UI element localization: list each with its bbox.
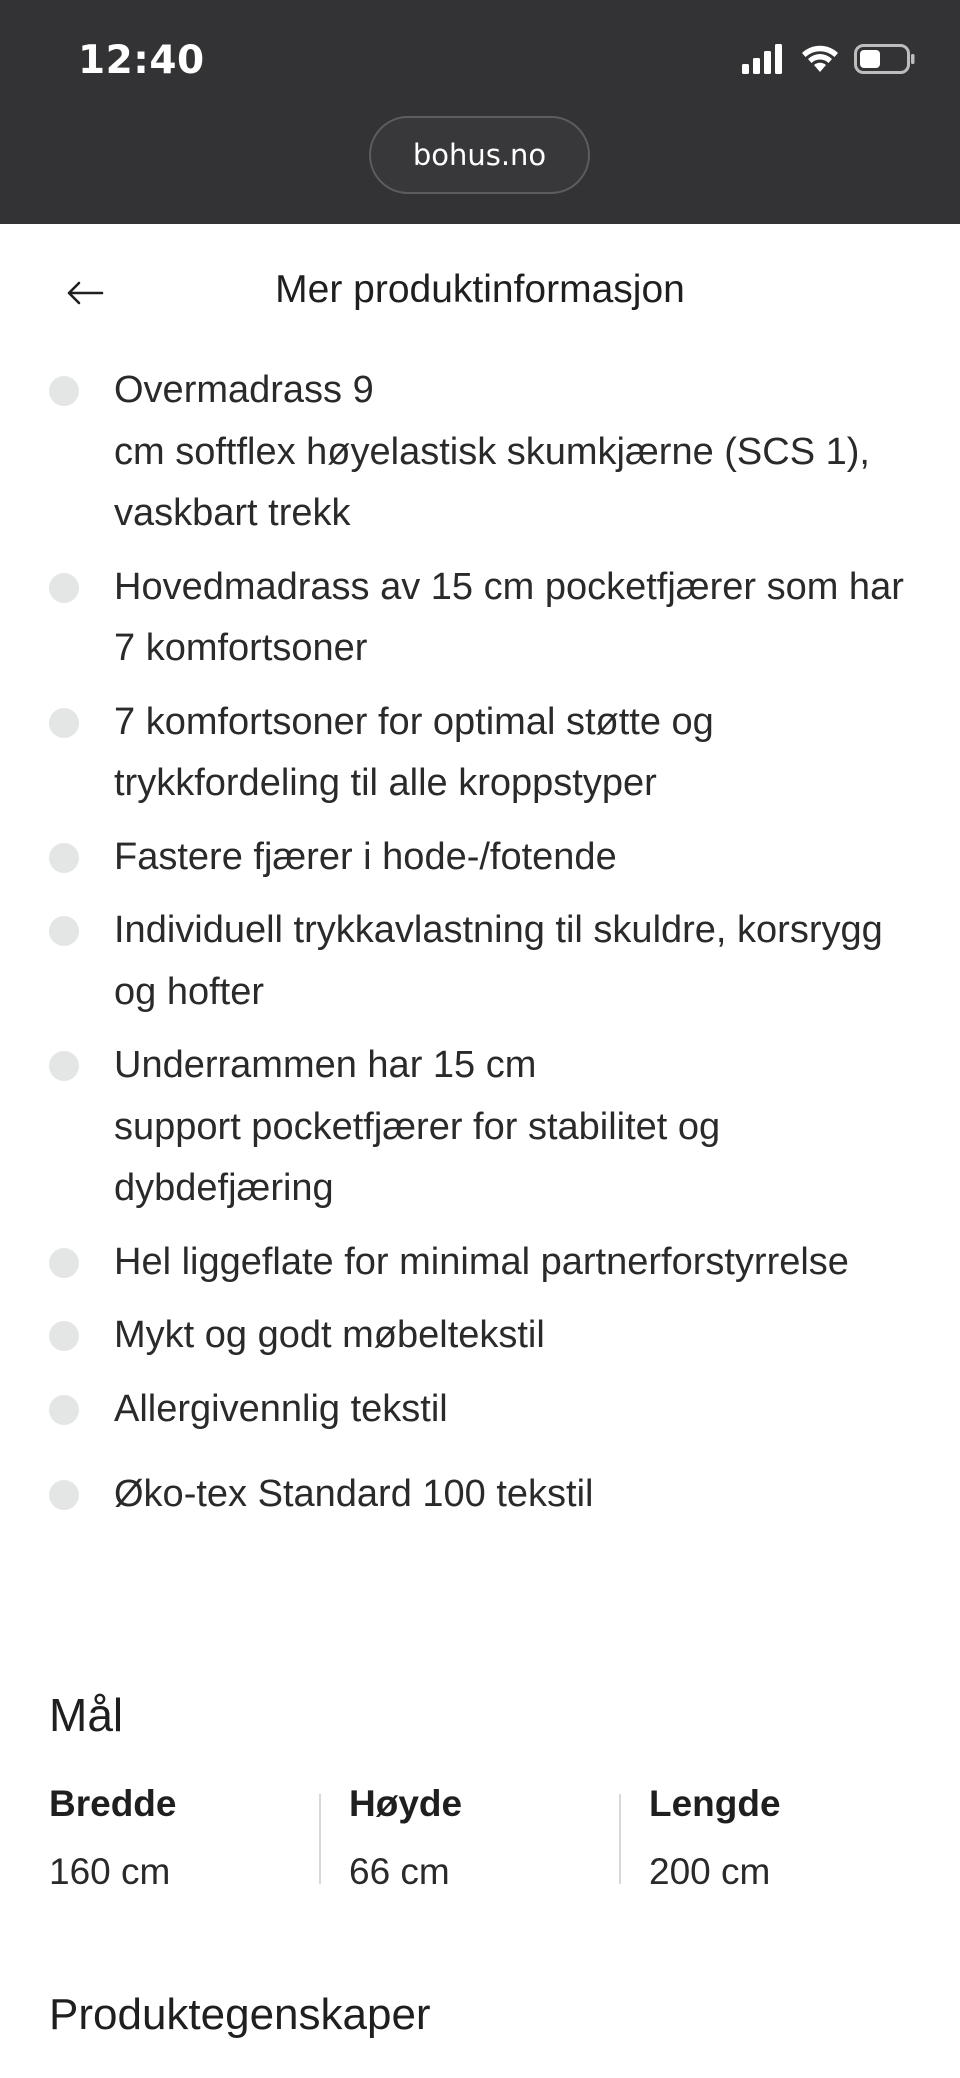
dimension-value: 160 cm: [49, 1851, 171, 1892]
feature-item: [0, 1379, 960, 1441]
dimension-label: Lengde: [649, 1783, 781, 1824]
feature-text: Fastere fjærer i hode-/fotende: [114, 835, 617, 878]
status-bar: [0, 0, 960, 224]
bullet-icon: [49, 573, 79, 603]
page-header: [0, 224, 960, 364]
feature-item: [0, 827, 960, 889]
feature-item: [0, 692, 960, 815]
bullet-icon: [49, 1480, 79, 1510]
feature-item: [0, 1464, 960, 1526]
feature-text: Hovedmadrass av 15 cm pocketfjærer som har 7 komfortsoner: [114, 565, 904, 669]
bullet-icon: [49, 708, 79, 738]
feature-item: [0, 360, 960, 545]
dimension-value: 200 cm: [649, 1851, 771, 1892]
feature-text: Hel liggeflate for minimal partnerforstyrrelse: [114, 1240, 849, 1283]
feature-item: [0, 1232, 960, 1294]
battery-icon: [854, 44, 916, 74]
dimension-label: Høyde: [349, 1783, 463, 1824]
url-bar[interactable]: bohus.no: [369, 116, 590, 194]
bullet-icon: [49, 916, 79, 946]
feature-text: Mykt og godt møbeltekstil: [114, 1314, 545, 1356]
feature-list: [0, 360, 960, 1538]
bullet-icon: [49, 1395, 79, 1425]
bullet-icon: [49, 1321, 79, 1351]
page-title: Mer produktinformasjon: [275, 268, 685, 311]
feature-item: [0, 557, 960, 680]
bullet-icon: [49, 1051, 79, 1081]
feature-text: Allergivennlig tekstil: [114, 1387, 448, 1430]
dimension-width: [49, 1780, 319, 1896]
feature-text: 7 komfortsoner for optimal støtte og trykkfordeling til alle kroppstyper: [114, 700, 714, 804]
dimensions-heading: Mål: [49, 1689, 124, 1741]
dimension-height: [319, 1780, 619, 1896]
feature-text: Øko-tex Standard 100 tekstil: [114, 1473, 594, 1515]
feature-text: Underrammen har 15 cm support pocketfjærer for stabilitet og dybdefjæring: [114, 1044, 721, 1209]
feature-item: [0, 900, 960, 1023]
status-icons: [742, 44, 916, 74]
properties-heading: Produktegenskaper: [49, 1990, 431, 2039]
status-time: 12:40: [78, 38, 205, 83]
dimension-length: [619, 1780, 919, 1896]
cellular-signal-icon: [742, 44, 786, 74]
feature-item: [0, 1035, 960, 1220]
bullet-icon: [49, 1248, 79, 1278]
feature-text: Individuell trykkavlastning til skuldre, korsrygg og hofter: [114, 909, 883, 1013]
dimensions-grid: [49, 1780, 919, 1896]
feature-item: [0, 1305, 960, 1367]
bullet-icon: [49, 843, 79, 873]
bullet-icon: [49, 376, 79, 406]
wifi-icon: [800, 44, 840, 74]
feature-text: Overmadrass 9 cm softflex høyelastisk skumkjærne (SCS 1), vaskbart trekk: [114, 369, 870, 534]
dimension-value: 66 cm: [349, 1851, 450, 1892]
dimension-label: Bredde: [49, 1783, 177, 1824]
